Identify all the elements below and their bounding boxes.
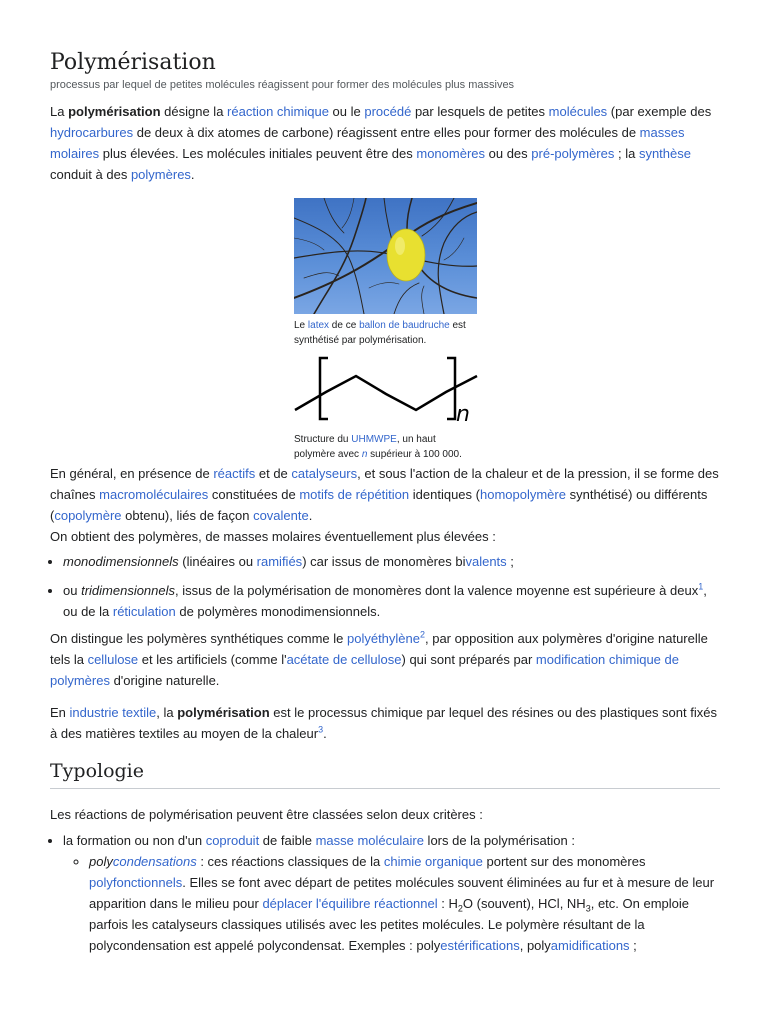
text: la formation ou non d'un — [63, 833, 206, 848]
link-reaction-chimique[interactable]: réaction chimique — [227, 104, 329, 119]
text: est synthétisé par polymérisation. — [294, 320, 466, 346]
figure-structure — [294, 352, 478, 462]
paragraph-types — [50, 628, 720, 691]
link-esterifications[interactable]: estérifications — [440, 938, 520, 953]
uhmwpe-structure-diagram[interactable] — [294, 352, 478, 424]
link-masses-molaires[interactable]: masses molaires — [50, 125, 685, 161]
text: et les artificiels (comme l' — [138, 652, 287, 667]
link-homopolymere[interactable]: homopolymère — [479, 487, 566, 502]
link-polymeres[interactable]: polymères — [130, 167, 191, 182]
reference-1[interactable]: 1 — [698, 581, 704, 592]
link-coproduit[interactable]: coproduit — [205, 833, 260, 848]
link-polyfonctionnels[interactable]: polyfonctionnels — [89, 875, 183, 890]
text: d'origine naturelle. — [109, 673, 220, 688]
text: ou des — [485, 146, 532, 161]
text: , la — [156, 705, 178, 720]
link-chimie-organique[interactable]: chimie organique — [383, 854, 483, 869]
text: . — [308, 508, 313, 523]
dimension-list — [50, 551, 720, 622]
italic-term: tridimensionnels — [81, 583, 176, 598]
paragraph-textile — [50, 702, 720, 744]
text: constituées de — [208, 487, 300, 502]
text: plus élevées. Les molécules initiales peuvent être des — [99, 146, 417, 161]
text: Structure du — [294, 434, 352, 445]
link-modification-chimique[interactable]: modification chimique de polymères — [50, 652, 679, 688]
list-item — [63, 580, 720, 622]
text: ; — [506, 554, 514, 569]
text: , et sous l'action de la chaleur et de la pression, il se forme des chaînes — [50, 466, 719, 502]
text: lors de la polymérisation : — [423, 833, 575, 848]
text: On distingue les polymères synthétiques comme le — [50, 631, 347, 646]
link-reticulation[interactable]: réticulation — [112, 604, 176, 619]
link-amidifications[interactable]: amidifications — [550, 938, 630, 953]
text: En — [50, 705, 70, 720]
text: de faible — [259, 833, 316, 848]
text: ou — [63, 583, 82, 598]
subscript: 3 — [585, 903, 591, 914]
link-catalyseurs[interactable]: catalyseurs — [291, 466, 358, 481]
structure-caption — [294, 432, 478, 462]
text: portent sur des monomères — [482, 854, 646, 869]
text: est le processus chimique par lequel des résines ou des plastiques sont fixés à des matières textiles au moyen de la chaleur — [50, 705, 717, 741]
link-uhmwpe[interactable]: UHMWPE — [351, 434, 397, 445]
text: supérieur à 100 000. — [367, 449, 462, 460]
text: , ou de la — [63, 583, 707, 619]
text: On obtient des polymères, de masses molaires éventuellement plus élevées : — [50, 529, 496, 544]
figure-balloon — [294, 198, 478, 348]
link-latex[interactable]: latex — [307, 320, 330, 331]
text: identiques ( — [409, 487, 480, 502]
list-item — [89, 851, 720, 956]
page-title: Polymérisation — [50, 50, 216, 75]
list-item — [63, 551, 720, 572]
link-hydrocarbures[interactable]: hydrocarbures — [50, 125, 134, 140]
text: obtenu), liés de façon — [121, 508, 254, 523]
text: ) qui sont préparés par — [401, 652, 536, 667]
bold-term: polymérisation — [68, 104, 161, 119]
text: et de — [255, 466, 292, 481]
tree-branches-image — [294, 198, 477, 314]
link-industrie-textile[interactable]: industrie textile — [69, 705, 157, 720]
link-motifs-de-repetition[interactable]: motifs de répétition — [299, 487, 410, 502]
text: : H — [437, 896, 458, 911]
link-masse-moleculaire[interactable]: masse moléculaire — [315, 833, 424, 848]
text: ; — [629, 938, 637, 953]
italic-term: poly — [89, 854, 113, 869]
text: désigne la — [160, 104, 228, 119]
link-pre-polymeres[interactable]: pré-polymères — [531, 146, 615, 161]
text: . — [190, 167, 195, 182]
link-valents[interactable]: valents — [465, 554, 507, 569]
text: Les réactions de polymérisation peuvent être classées selon deux critères : — [50, 807, 483, 822]
repeat-n-label: n — [456, 402, 470, 424]
intro-paragraph — [50, 101, 720, 185]
link-macromoleculaires[interactable]: macromoléculaires — [99, 487, 209, 502]
paragraph-general — [50, 463, 720, 547]
reference-2[interactable]: 2 — [419, 629, 425, 640]
link-n[interactable]: n — [361, 449, 368, 460]
link-polyethylene[interactable]: polyéthylène — [346, 631, 420, 646]
link-monomeres[interactable]: monomères — [416, 146, 486, 161]
link-procede[interactable]: procédé — [364, 104, 412, 119]
link-synthese[interactable]: synthèse — [638, 146, 691, 161]
text: La — [50, 104, 69, 119]
text: ; la — [614, 146, 639, 161]
text: En général, en présence de — [50, 466, 214, 481]
link-cellulose[interactable]: cellulose — [87, 652, 139, 667]
section-intro — [50, 804, 720, 825]
text: , par opposition aux polymères d'origine naturelle tels la — [50, 631, 708, 667]
text: de polymères monodimensionnels. — [175, 604, 381, 619]
link-reactifs[interactable]: réactifs — [213, 466, 256, 481]
text: . Elles se font avec départ de petites molécules souvent éliminées au fur et à mesure de leur apparition dans le milieu pour — [89, 875, 715, 911]
list-item — [63, 830, 720, 956]
text: synthétisé) ou différents ( — [50, 487, 708, 523]
text: O (souvent), HCl, NH — [462, 896, 586, 911]
text: : ces réactions classiques de la — [196, 854, 384, 869]
link-covalente[interactable]: covalente — [253, 508, 309, 523]
link-condensations[interactable]: condensations — [112, 854, 197, 869]
text: de deux à dix atomes de carbone) réagissent entre elles pour former des molécules de — [133, 125, 640, 140]
reference-3[interactable]: 3 — [318, 724, 324, 735]
link-deplacer-equilibre[interactable]: déplacer l'équilibre réactionnel — [262, 896, 438, 911]
link-copolymere[interactable]: copolymère — [54, 508, 122, 523]
text: , un haut polymère avec — [294, 434, 436, 460]
text: conduit à des — [50, 167, 131, 182]
section-heading-typologie: Typologie — [50, 760, 720, 789]
link-acetate-de-cellulose[interactable]: acétate de cellulose — [286, 652, 402, 667]
balloon-photo[interactable] — [294, 198, 477, 314]
text: (linéaires ou — [178, 554, 257, 569]
link-molecules[interactable]: molécules — [548, 104, 608, 119]
text: par lesquels de petites — [411, 104, 549, 119]
link-ballon-de-baudruche[interactable]: ballon de baudruche — [359, 320, 450, 331]
bold-term: polymérisation — [177, 705, 270, 720]
text: ) car issus de monomères bi — [302, 554, 466, 569]
text: , issus de la polymérisation de monomères dont la valence moyenne est supérieure à deux — [175, 583, 699, 598]
text: Le — [294, 320, 308, 331]
text: , etc. On emploie parfois les catalyseurs classiques utilisés avec les petites molécules. Le polymère résultant de la polycondensation est appelé polycondensat. Exemples : poly — [89, 896, 689, 953]
subscript: 2 — [457, 903, 463, 914]
text: (par exemple des — [607, 104, 712, 119]
criteria-list — [50, 830, 720, 956]
page-subtitle: processus par lequel de petites molécules réagissent pour former des molécules plus massives — [50, 79, 515, 91]
text: de ce — [329, 320, 360, 331]
link-ramifies[interactable]: ramifiés — [256, 554, 303, 569]
text: ou le — [328, 104, 365, 119]
balloon-caption — [294, 318, 478, 348]
text: . — [323, 726, 327, 741]
text: , poly — [519, 938, 551, 953]
italic-term: monodimensionnels — [63, 554, 179, 569]
